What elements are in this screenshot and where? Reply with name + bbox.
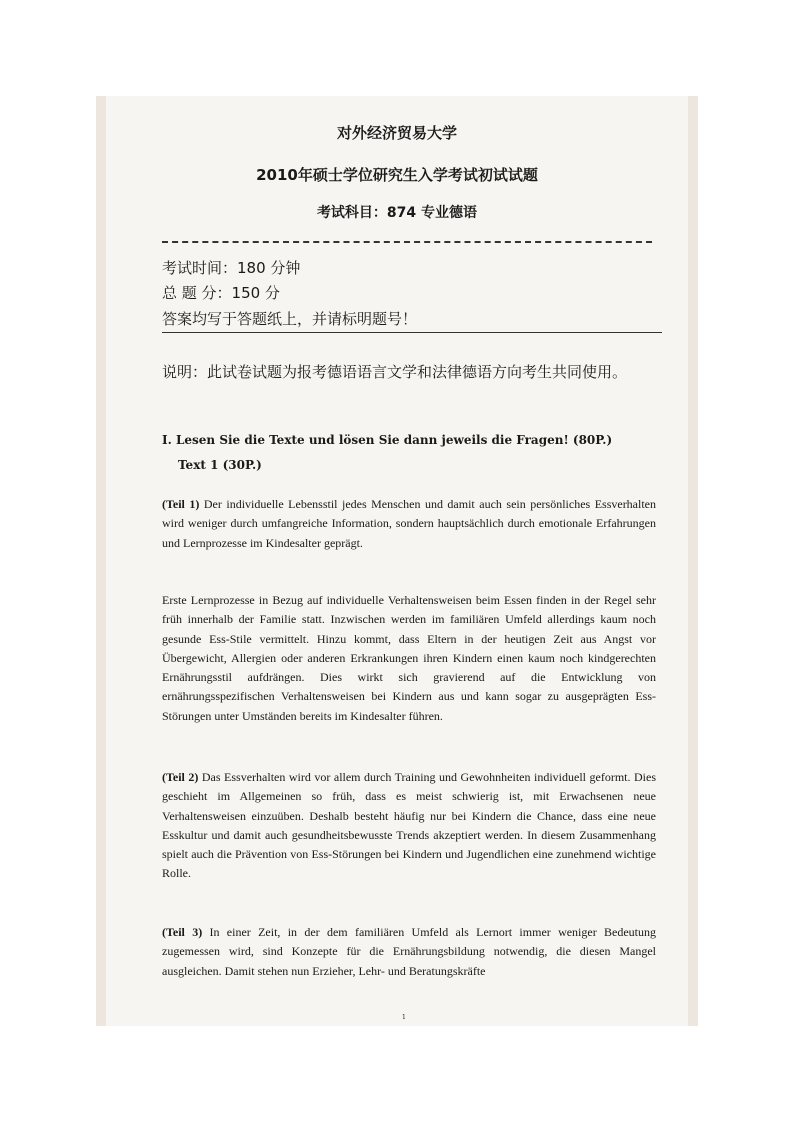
exam-time: 考试时间：180 分钟 bbox=[162, 259, 301, 277]
section-title: I. Lesen Sie die Texte und lösen Sie dann jeweils die Fragen! (80P.) bbox=[162, 433, 613, 447]
solid-divider bbox=[162, 332, 662, 333]
paragraph-label: (Teil 1) bbox=[162, 497, 200, 511]
university-name: 对外经济贸易大学 bbox=[336, 124, 457, 142]
paragraph-text: In einer Zeit, in der dem familiären Umfeld als Lernort immer weniger Bedeutung zugemessen wird, sind Konzepte für die Ernährungsbildung notwendig, die diesen Mangel ausgleichen. Damit stehen nun Erzieher, Lehr- und Beratungskräfte bbox=[162, 925, 657, 978]
paragraph-teil-3 bbox=[162, 923, 656, 981]
text-title: Text 1 (30P.) bbox=[178, 458, 262, 472]
paragraph-text: Erste Lernprozesse in Bezug auf individuelle Verhaltensweisen beim Essen finden in der Regel sehr früh innerhalb der Familie statt. Inzwischen werden im familiären Umfeld allerdings kaum noch gesunde Ess-Stile vermittelt. Hinzu kommt, dass Eltern in der heutigen Zeit aus Angst vor Übergewicht, Allergien oder anderen Erkrankungen ihren Kindern einen kaum noch kindgerechten Ernährungsstil aufdrängen. Dies wirkt sich gravierend auf die Entwicklung von ernährungsspezifischen Verhaltensweisen bei Kindern aus und kann sogar zu ausgeprägten Ess-Störungen unter Umständen bereits im Kindesalter führen. bbox=[162, 593, 656, 723]
paragraph-label: (Teil 2) bbox=[162, 770, 199, 784]
paragraph-teil-2 bbox=[162, 768, 656, 884]
paragraph-text: Der individuelle Lebensstil jedes Menschen und damit auch sein persönliches Essverhalten wird weniger durch umfangreiche Information, sondern hauptsächlich durch emotionale Erfahrungen und Lernprozesse im Kindesalter geprägt. bbox=[162, 497, 657, 550]
exam-note: 说明：此试卷试题为报考德语语言文学和法律德语方向考生共同使用。 bbox=[162, 363, 628, 381]
paragraph-teil-1 bbox=[162, 495, 656, 553]
exam-page bbox=[106, 96, 688, 1026]
paragraph-teil-1-continued bbox=[162, 591, 656, 726]
answer-instruction: 答案均写于答题纸上，并请标明题号！ bbox=[162, 310, 418, 328]
exam-subject: 考试科目：874 专业德语 bbox=[316, 205, 478, 221]
scanned-page-frame bbox=[96, 96, 698, 1026]
page-number: 1 bbox=[402, 1014, 406, 1021]
dashed-divider bbox=[162, 241, 652, 243]
exam-total-score: 总 题 分：150 分 bbox=[162, 284, 280, 302]
paragraph-text: Das Essverhalten wird vor allem durch Training und Gewohnheiten individuell geformt. Dies geschieht im Allgemeinen so früh, dass es meist schwierig ist, mit Erwachsenen neue Verhaltensweisen einzuüben. Deshalb besteht häufig nur bei Kindern die Chance, dass eine neue Esskultur und damit auch gesundheitsbewusste Trends akzeptiert werden. In diesem Zusammenhang spielt auch die Prävention von Ess-Störungen bei Kindern und Jugendlichen eine zunehmend wichtige Rolle. bbox=[162, 770, 656, 881]
exam-title: 2010年硕士学位研究生入学考试初试试题 bbox=[256, 166, 538, 184]
paragraph-label: (Teil 3) bbox=[162, 925, 203, 939]
